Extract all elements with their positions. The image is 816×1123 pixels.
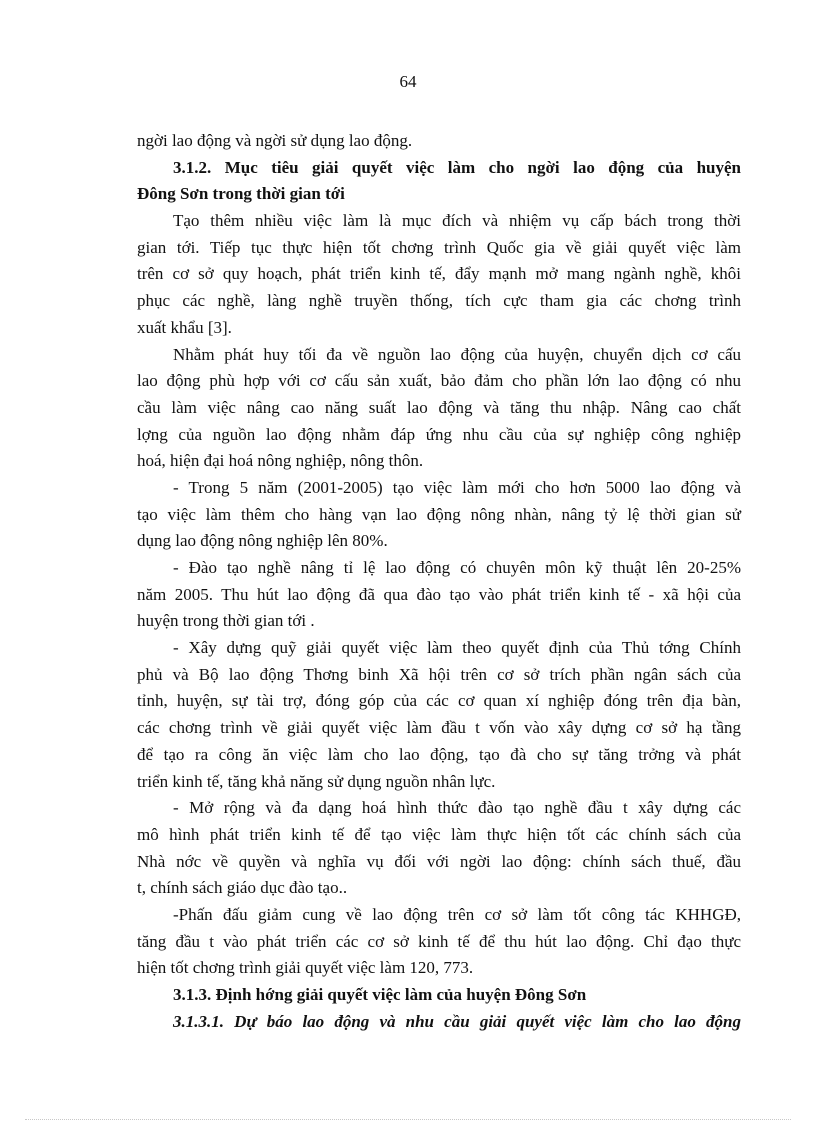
body-text-line: - Trong 5 năm (2001-2005) tạo việc làm mới cho hơn 5000 lao động và: [173, 477, 741, 497]
body-text-line: ngời lao động và ngời sử dụng lao động.: [137, 131, 413, 150]
section-heading-line: 3.1.3. Định hớng giải quyết việc làm của huyện Đông Sơn: [173, 985, 587, 1004]
body-text-line: -Phấn đấu giảm cung về lao động trên cơ sở làm tốt công tác KHHGĐ,: [173, 904, 741, 924]
body-text-line: tỉnh, huyện, sự tài trợ, đóng góp của các cơ quan xí nghiệp đóng trên địa bàn,: [137, 691, 741, 711]
body-text-line: hoá, hiện đại hoá nông nghiệp, nông thôn.: [137, 451, 424, 471]
body-text-line: trên cơ sở quy hoạch, phát triển kinh tế, đẩy mạnh mở mang ngành nghề, khôi: [137, 264, 741, 284]
document-body: [137, 128, 741, 1035]
body-text-line: - Đào tạo nghề nâng tỉ lệ lao động có chuyên môn kỹ thuật lên 20-25%: [173, 558, 741, 577]
body-text-line: xuất khẩu [3].: [137, 317, 232, 337]
body-text-line: năm 2005. Thu hút lao động đã qua đào tạo vào phát triển kinh tế - xã hội của: [137, 584, 741, 604]
body-text-line: t, chính sách giáo dục đào tạo..: [137, 878, 348, 898]
section-heading-line: Đông Sơn trong thời gian tới: [137, 184, 345, 204]
body-text-line: dụng lao động nông nghiệp lên 80%.: [137, 531, 388, 551]
body-text-line: Nhà nớc về quyền và nghĩa vụ đối với ngời lao động: chính sách thuế, đầu: [137, 851, 741, 871]
body-text-line: hiện tốt chơng trình giải quyết việc làm 120, 773.: [137, 958, 474, 978]
body-text-line: lao động phù hợp với cơ cấu sản xuất, bảo đảm cho phần lớn lao động có nhu: [137, 371, 741, 391]
body-text-line: - Mở rộng và đa dạng hoá hình thức đào tạo nghề đầu t xây dựng các: [173, 798, 741, 818]
body-text-line: huyện trong thời gian tới .: [137, 611, 315, 631]
body-text-line: mô hình phát triển kinh tế để tạo việc làm thực hiện tốt các chính sách của: [137, 824, 741, 844]
body-text-line: các chơng trình về giải quyết việc làm đầu t vốn vào xây dựng cơ sở hạ tầng: [137, 718, 741, 738]
body-text-line: - Xây dựng quỹ giải quyết việc làm theo quyết định của Thủ tớng Chính: [173, 638, 741, 658]
body-text-line: lợng của nguồn lao động nhằm đáp ứng nhu cầu của sự nghiệp công nghiệp: [137, 424, 741, 444]
body-text-line: cầu làm việc nâng cao năng suất lao động và tăng thu nhập. Nâng cao chất: [137, 397, 741, 417]
body-text-line: phục các nghề, làng nghề truyền thống, tích cực tham gia các chơng trình: [137, 291, 741, 311]
body-text-line: triển kinh tế, tăng khả năng sử dụng nguồn nhân lực.: [137, 771, 496, 791]
page-number: 64: [399, 72, 417, 91]
body-text-line: tạo việc làm thêm cho hàng vạn lao động nông nhàn, nâng tỷ lệ thời gian sử: [137, 504, 741, 524]
body-text-line: Nhằm phát huy tối đa về nguồn lao động của huyện, chuyển dịch cơ cấu: [173, 344, 741, 364]
section-heading-line: 3.1.2. Mục tiêu giải quyết việc làm cho ngời lao động của huyện: [173, 157, 741, 177]
body-text-line: để tạo ra công ăn việc làm cho lao động, tạo đà cho sự tăng trởng và phát: [137, 744, 741, 764]
body-text-line: phủ và Bộ lao động Thơng binh Xã hội trên cơ sở trích phần ngân sách của: [137, 664, 741, 684]
body-text-line: gian tới. Tiếp tục thực hiện tốt chơng trình Quốc gia về giải quyết việc làm: [137, 237, 741, 257]
subsection-heading-line: 3.1.3.1. Dự báo lao động và nhu cầu giải quyết việc làm cho lao động: [173, 1011, 741, 1031]
body-text-line: Tạo thêm nhiều việc làm là mục đích và nhiệm vụ cấp bách trong thời: [173, 211, 741, 231]
page-bottom-border: [25, 1119, 791, 1120]
body-text-line: tăng đầu t vào phát triển các cơ sở kinh tế để thu hút lao động. Chỉ đạo thực: [137, 931, 741, 951]
